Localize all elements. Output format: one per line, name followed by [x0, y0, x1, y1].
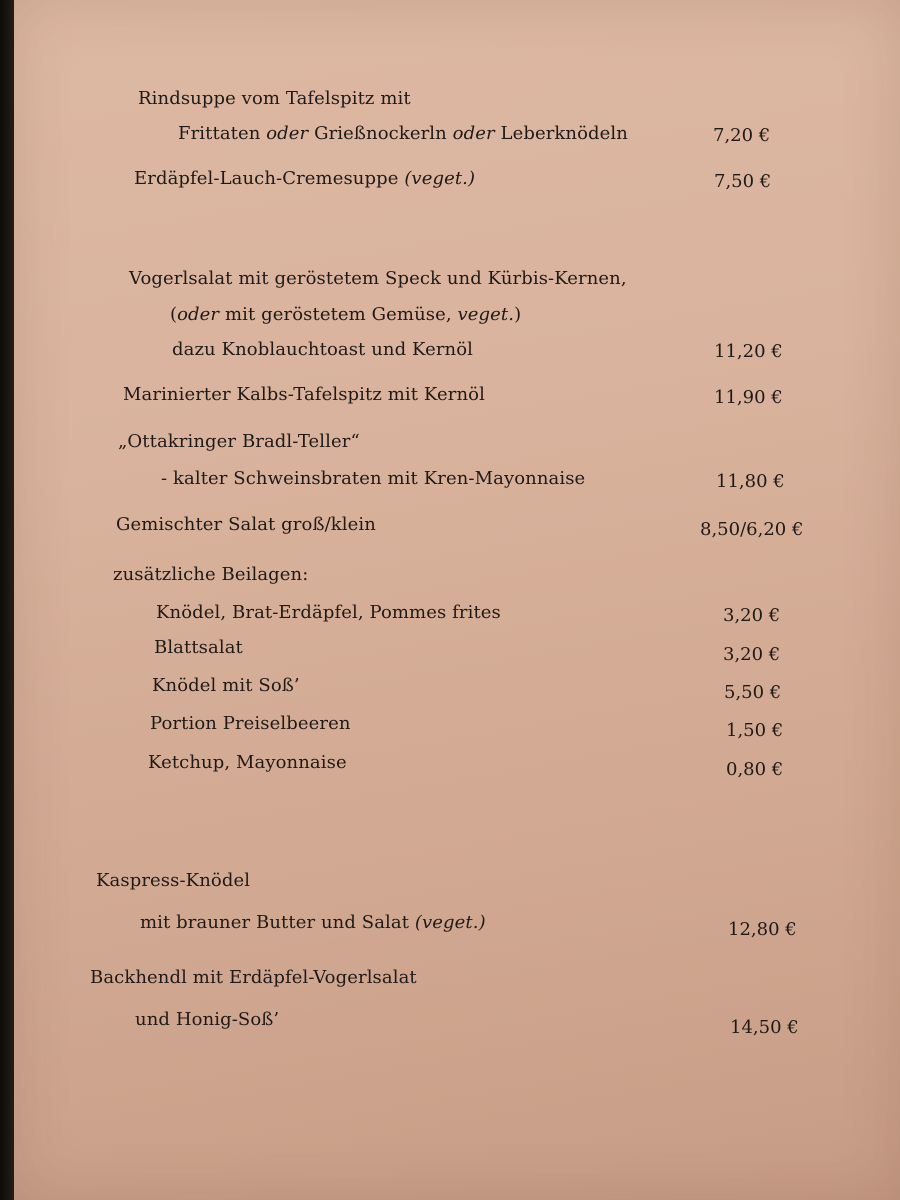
side-item-price: 3,20 €	[723, 605, 781, 626]
vogerlsalat-title: Vogerlsalat mit geröstetem Speck und Kürbis-Kernen,	[129, 268, 627, 289]
side-item: Knödel, Brat-Erdäpfel, Pommes frites	[156, 602, 501, 623]
vogerlsalat-extras: dazu Knoblauchtoast und Kernöl	[172, 339, 474, 360]
kalbs-tafelspitz: Marinierter Kalbs-Tafelspitz mit Kernöl	[123, 384, 485, 405]
side-item-price: 0,80 €	[726, 759, 784, 780]
gemischter-salat: Gemischter Salat groß/klein	[116, 514, 376, 535]
side-item: Portion Preiselbeeren	[150, 713, 351, 734]
backhendl-price: 14,50 €	[730, 1017, 799, 1038]
kaspress-description: mit brauner Butter und Salat (veget.)	[140, 912, 486, 933]
gemischter-salat-price: 8,50/6,20 €	[700, 519, 804, 540]
kalbs-tafelspitz-price: 11,90 €	[714, 387, 783, 408]
side-item: Blattsalat	[154, 637, 243, 658]
rindsuppe-title: Rindsuppe vom Tafelspitz mit	[138, 88, 411, 109]
vogerlsalat-price: 11,20 €	[714, 341, 783, 362]
erdaepfel-suppe-price: 7,50 €	[714, 171, 772, 192]
beilagen-heading: zusätzliche Beilagen:	[113, 564, 309, 585]
rindsuppe-price: 7,20 €	[713, 125, 771, 146]
backhendl-title: Backhendl mit Erdäpfel-Vogerlsalat	[90, 967, 417, 988]
bradl-teller-price: 11,80 €	[716, 471, 785, 492]
side-item: Ketchup, Mayonnaise	[148, 752, 347, 773]
erdaepfel-suppe: Erdäpfel-Lauch-Cremesuppe (veget.)	[134, 168, 476, 189]
kaspress-price: 12,80 €	[728, 919, 797, 940]
side-item-price: 3,20 €	[723, 644, 781, 665]
vogerlsalat-alternative: (oder mit geröstetem Gemüse, veget.)	[170, 304, 522, 325]
bradl-teller-description: - kalter Schweinsbraten mit Kren-Mayonnaise	[161, 468, 586, 489]
side-item-price: 1,50 €	[726, 720, 784, 741]
side-item-price: 5,50 €	[724, 682, 782, 703]
kaspress-title: Kaspress-Knödel	[96, 870, 251, 891]
bradl-teller-title: „Ottakringer Bradl-Teller“	[118, 431, 360, 452]
rindsuppe-options: Frittaten oder Grießnockerln oder Leberknödeln	[178, 123, 628, 144]
backhendl-description: und Honig-Soß’	[135, 1009, 280, 1030]
side-item: Knödel mit Soß’	[152, 675, 300, 696]
